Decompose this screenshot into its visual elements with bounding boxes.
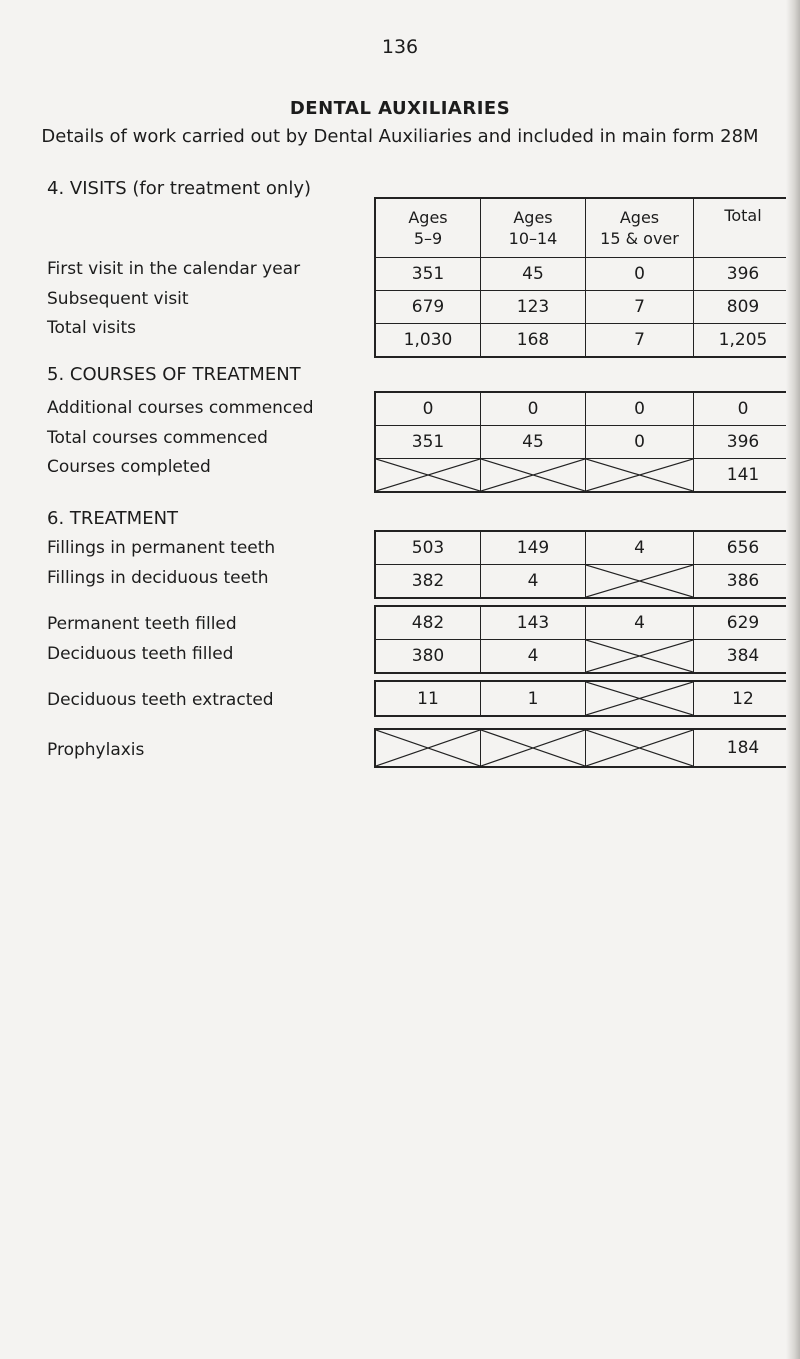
table-row bbox=[375, 392, 793, 426]
table-row bbox=[375, 729, 793, 767]
cell: 503 bbox=[375, 531, 481, 565]
cell: 396 bbox=[694, 258, 794, 291]
cell: 1,205 bbox=[694, 324, 794, 358]
header-total: Total bbox=[694, 198, 794, 258]
crossed-cell bbox=[586, 681, 694, 716]
row-label-deciduous-extracted: Deciduous teeth extracted bbox=[47, 690, 274, 710]
page-title: DENTAL AUXILIARIES bbox=[289, 98, 511, 119]
page-subtitle: Details of work carried out by Dental Auxiliaries and included in main form 28M bbox=[41, 126, 759, 147]
cell: 168 bbox=[481, 324, 586, 358]
cell: 143 bbox=[481, 606, 586, 640]
cell: 7 bbox=[586, 324, 694, 358]
cell: 0 bbox=[375, 392, 481, 426]
cell: 629 bbox=[694, 606, 794, 640]
page-number: 136 bbox=[381, 36, 419, 58]
row-label-total-visits: Total visits bbox=[47, 318, 136, 338]
cell: 11 bbox=[375, 681, 481, 716]
cell: 45 bbox=[481, 426, 586, 459]
fillings-table bbox=[374, 530, 794, 599]
row-label-additional-courses: Additional courses commenced bbox=[47, 398, 314, 418]
table-row bbox=[375, 291, 793, 324]
cell: 0 bbox=[481, 392, 586, 426]
cell: 0 bbox=[586, 258, 694, 291]
row-label-subsequent-visit: Subsequent visit bbox=[47, 289, 189, 309]
row-label-permanent-filled: Permanent teeth filled bbox=[47, 614, 237, 634]
cell: 0 bbox=[586, 392, 694, 426]
cell: 809 bbox=[694, 291, 794, 324]
cell: 4 bbox=[481, 640, 586, 674]
cell: 384 bbox=[694, 640, 794, 674]
cell: 45 bbox=[481, 258, 586, 291]
cell: 679 bbox=[375, 291, 481, 324]
cell: 4 bbox=[481, 565, 586, 599]
crossed-cell bbox=[586, 729, 694, 767]
table-row bbox=[375, 565, 793, 599]
cell: 0 bbox=[694, 392, 794, 426]
table-row bbox=[375, 459, 793, 493]
row-label-fillings-permanent: Fillings in permanent teeth bbox=[47, 538, 276, 558]
cell: 1,030 bbox=[375, 324, 481, 358]
table-row bbox=[375, 640, 793, 674]
section-courses-heading: 5. COURSES OF TREATMENT bbox=[47, 364, 301, 385]
table-row bbox=[375, 324, 793, 358]
cell: 123 bbox=[481, 291, 586, 324]
cell: 656 bbox=[694, 531, 794, 565]
cell: 382 bbox=[375, 565, 481, 599]
crossed-cell bbox=[375, 729, 481, 767]
header-ages-15-over: Ages 15 & over bbox=[586, 198, 694, 258]
teeth-filled-table bbox=[374, 605, 794, 674]
header-ages-5-9: Ages 5–9 bbox=[375, 198, 481, 258]
cell: 184 bbox=[694, 729, 794, 767]
cell: 4 bbox=[586, 531, 694, 565]
cell: 4 bbox=[586, 606, 694, 640]
row-label-first-visit: First visit in the calendar year bbox=[47, 259, 301, 279]
cell: 0 bbox=[586, 426, 694, 459]
cell: 380 bbox=[375, 640, 481, 674]
cell: 1 bbox=[481, 681, 586, 716]
crossed-cell bbox=[375, 459, 481, 493]
cell: 351 bbox=[375, 426, 481, 459]
table-row bbox=[375, 531, 793, 565]
crossed-cell bbox=[481, 459, 586, 493]
cell: 149 bbox=[481, 531, 586, 565]
crossed-cell bbox=[586, 565, 694, 599]
extracted-table bbox=[374, 680, 794, 717]
crossed-cell bbox=[586, 640, 694, 674]
cell: 396 bbox=[694, 426, 794, 459]
crossed-cell bbox=[481, 729, 586, 767]
table-row bbox=[375, 681, 793, 716]
cell: 482 bbox=[375, 606, 481, 640]
cell: 12 bbox=[694, 681, 794, 716]
row-label-deciduous-filled: Deciduous teeth filled bbox=[47, 644, 234, 664]
row-label-courses-completed: Courses completed bbox=[47, 457, 211, 477]
cell: 7 bbox=[586, 291, 694, 324]
courses-table bbox=[374, 391, 794, 493]
cell: 141 bbox=[694, 459, 794, 493]
page-edge-shadow bbox=[786, 0, 800, 1359]
header-ages-10-14: Ages 10–14 bbox=[481, 198, 586, 258]
row-label-total-courses: Total courses commenced bbox=[47, 428, 268, 448]
crossed-cell bbox=[586, 459, 694, 493]
cell: 351 bbox=[375, 258, 481, 291]
prophylaxis-table bbox=[374, 728, 794, 768]
table-row bbox=[375, 606, 793, 640]
section-treatment-heading: 6. TREATMENT bbox=[47, 508, 179, 529]
cell: 386 bbox=[694, 565, 794, 599]
section-visits-heading: 4. VISITS (for treatment only) bbox=[47, 178, 312, 199]
visits-table bbox=[374, 197, 794, 358]
table-row bbox=[375, 426, 793, 459]
row-label-prophylaxis: Prophylaxis bbox=[47, 740, 145, 760]
table-row bbox=[375, 258, 793, 291]
row-label-fillings-deciduous: Fillings in deciduous teeth bbox=[47, 568, 269, 588]
